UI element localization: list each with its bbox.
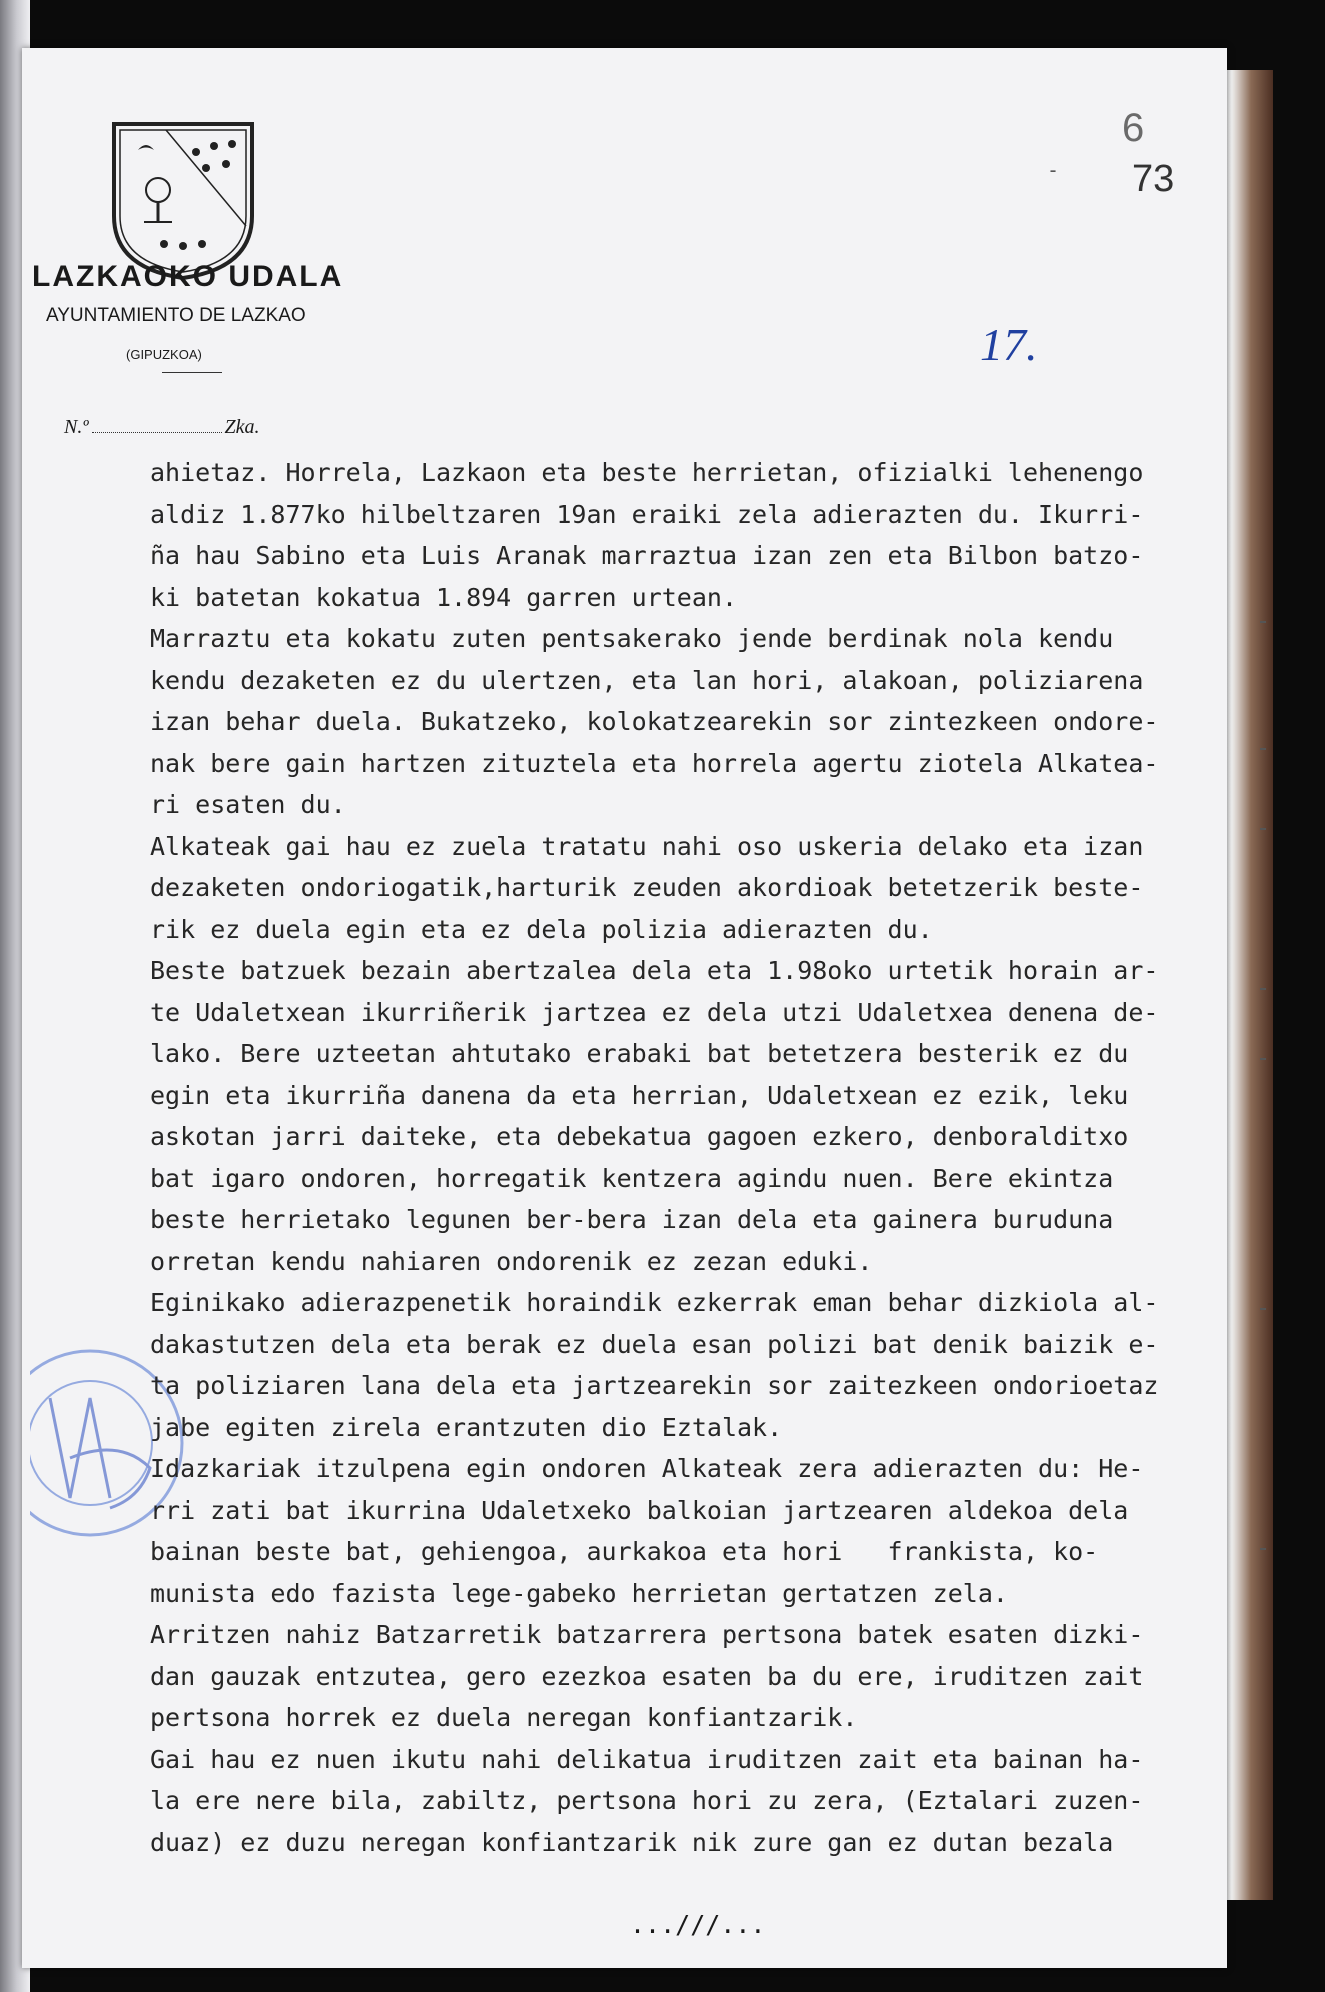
body-line: izan behar duela. Bukatzeko, kolokatzearekin sor zintezkeen ondore- bbox=[150, 707, 1159, 736]
body-line: dan gauzak entzutea, gero ezezkoa esaten ba du ere, iruditzen zait bbox=[150, 1661, 1144, 1691]
body-line: rri zati bat ikurrina Udaletxeko balkoian jartzearen aldekoa dela bbox=[150, 1495, 1129, 1525]
body-line: ta poliziaren lana dela eta jartzearekin sor zaitezkeen ondorioetaz bbox=[150, 1371, 1159, 1400]
continuation-marker: ...///... bbox=[630, 1910, 766, 1939]
folio-pencil-mark: 6 bbox=[1122, 106, 1145, 150]
body-line: la ere nere bila, zabiltz, pertsona hori zu zera, (Eztalari zuzen- bbox=[150, 1786, 1144, 1815]
body-line: duaz) ez duzu neregan konfiantzarik nik zure gan ez dutan bezala bbox=[150, 1827, 1114, 1857]
body-line: orretan kendu nahiaren ondorenik ez zezan eduki. bbox=[150, 1246, 873, 1276]
document-body bbox=[150, 452, 1240, 1863]
coat-of-arms-icon bbox=[108, 118, 258, 283]
org-province: (GIPUZKOA) bbox=[126, 347, 202, 362]
body-line: dezaketen ondoriogatik,harturik zeuden akordioak betetzerik beste- bbox=[150, 873, 1144, 902]
registry-number-line bbox=[64, 416, 260, 439]
body-line: ña hau Sabino eta Luis Aranak marraztua izan zen eta Bilbon batzo- bbox=[150, 541, 1144, 570]
body-line: munista edo fazista lege-gabeko herrietan gertatzen zela. bbox=[150, 1578, 1008, 1608]
number-blank bbox=[92, 432, 222, 433]
body-line: pertsona horrek ez duela neregan konfiantzarik. bbox=[150, 1703, 858, 1732]
body-line: nak bere gain hartzen zituztela eta horrela agertu ziotela Alkatea- bbox=[150, 748, 1159, 778]
body-line: Gai hau ez nuen ikutu nahi delikatua iruditzen zait eta bainan ha- bbox=[150, 1744, 1144, 1774]
body-line: dakastutzen dela eta berak ez duela esan polizi bat denik baizik e- bbox=[150, 1329, 1159, 1359]
body-line: Marraztu eta kokatu zuten pentsakerako jende berdinak nola kendu bbox=[150, 624, 1114, 653]
body-line: Idazkariak itzulpena egin ondoren Alkateak zera adierazten du: He- bbox=[150, 1454, 1144, 1483]
body-line: ahietaz. Horrela, Lazkaon eta beste herrietan, ofizialki lehenengo bbox=[150, 458, 1144, 487]
body-line: Alkateak gai hau ez zuela tratatu nahi oso uskeria delako eta izan bbox=[150, 831, 1144, 861]
org-name: LAZKAOKO UDALA bbox=[32, 260, 344, 293]
body-line: Arritzen nahiz Batzarretik batzarrera pertsona batek esaten dizki- bbox=[150, 1620, 1144, 1649]
body-line: ki batetan kokatua 1.894 garren urtean. bbox=[150, 582, 737, 612]
body-line: aldiz 1.877ko hilbeltzaren 19an eraiki zela adierazten du. Ikurri- bbox=[150, 499, 1144, 529]
org-rule bbox=[162, 372, 222, 373]
body-line: jabe egiten zirela erantzuten dio Eztalak. bbox=[150, 1412, 783, 1442]
folio-dash: - bbox=[1047, 158, 1060, 182]
number-suffix: Zka. bbox=[224, 416, 260, 438]
page-number: 73 bbox=[1132, 158, 1175, 200]
body-line: te Udaletxean ikurriñerik jartzea ez dela utzi Udaletxea denena de- bbox=[150, 997, 1159, 1027]
body-line: ri esaten du. bbox=[150, 790, 346, 819]
body-line: lako. Bere uzteetan ahtutako erabaki bat betetzera besterik ez du bbox=[150, 1039, 1129, 1068]
body-line: Eginikako adierazpenetik horaindik ezkerrak eman behar dizkiola al- bbox=[150, 1288, 1159, 1317]
body-line: Beste batzuek bezain abertzalea dela eta 1.98oko urtetik horain ar- bbox=[150, 956, 1159, 985]
body-line: askotan jarri daiteke, eta debekatua gagoen ezkero, denboralditxo bbox=[150, 1122, 1129, 1151]
handwritten-annotation: 17. bbox=[980, 319, 1038, 370]
body-line: bat igaro ondoren, horregatik kentzera agindu nuen. Bere ekintza bbox=[150, 1163, 1114, 1193]
org-subtitle: AYUNTAMIENTO DE LAZKAO bbox=[46, 305, 306, 326]
number-prefix: N.º bbox=[64, 416, 89, 438]
body-line: bainan beste bat, gehiengoa, aurkakoa eta hori frankista, ko- bbox=[150, 1537, 1099, 1566]
body-line: kendu dezaketen ez du ulertzen, eta lan hori, alakoan, poliziarena bbox=[150, 665, 1144, 695]
body-line: beste herrietako legunen ber-bera izan dela eta gainera buruduna bbox=[150, 1205, 1114, 1234]
body-line: rik ez duela egin eta ez dela polizia adierazten du. bbox=[150, 914, 933, 944]
body-line: egin eta ikurriña danena da eta herrian, Udaletxean ez ezik, leku bbox=[150, 1080, 1129, 1110]
